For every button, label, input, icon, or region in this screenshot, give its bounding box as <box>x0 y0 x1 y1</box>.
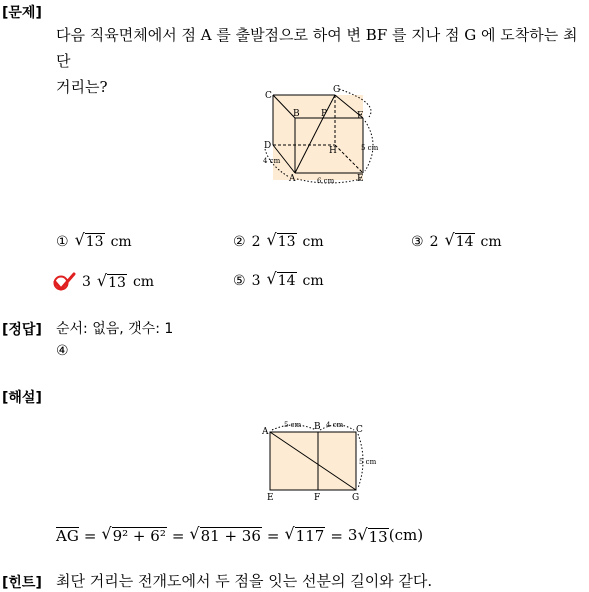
dim-right: 5 cm <box>361 144 379 152</box>
formula-eq-2: = <box>171 526 185 545</box>
option-2[interactable] <box>233 230 324 250</box>
net-label-E: E <box>267 493 274 503</box>
net-figure <box>258 418 388 504</box>
answer-meta: 순서: 없음, 갯수: 1 <box>56 321 174 337</box>
label-G: G <box>333 85 341 95</box>
answer-label: [정답] <box>2 322 42 338</box>
problem-label: [문제] <box>2 5 42 21</box>
label-D: D <box>264 141 272 151</box>
net-label-B: B <box>314 422 321 432</box>
label-E: E <box>357 174 364 184</box>
label-H: H <box>329 146 337 156</box>
option-1-number: ① <box>56 233 69 250</box>
option-1[interactable] <box>56 230 132 250</box>
net-dim-top-right: 4 cm <box>326 421 344 429</box>
option-5-sqrt: √ 14 <box>266 269 296 289</box>
option-4-sqrt: √ 13 <box>96 270 126 291</box>
net-label-G: G <box>352 493 360 503</box>
formula-sqrt-2: √ 81 + 36 <box>189 524 261 545</box>
dim-left: 4 cm <box>263 157 281 165</box>
option-1-sqrt: √ 13 <box>74 230 104 250</box>
explanation-label: [해설] <box>2 390 42 406</box>
formula-eq-3: = <box>266 526 280 545</box>
net-label-C: C <box>356 425 363 435</box>
solution-formula <box>56 526 423 545</box>
label-F: F <box>357 111 364 121</box>
option-4[interactable] <box>52 272 154 292</box>
option-2-unit: cm <box>302 233 324 250</box>
question-line-2: 거리는? <box>56 78 108 96</box>
option-3-number: ③ <box>411 233 424 250</box>
option-5[interactable] <box>233 269 324 289</box>
label-A: A <box>289 174 296 184</box>
formula-lhs: AG <box>56 527 79 545</box>
option-5-unit: cm <box>302 272 324 289</box>
option-3[interactable] <box>411 230 502 250</box>
label-P: P <box>321 109 328 119</box>
question-line-1: 다음 직육면체에서 점 A 를 출발점으로 하여 변 BF 를 지나 점 G 에 도착하는 최단 <box>56 26 578 70</box>
hint-label: [힌트] <box>2 575 42 591</box>
option-4-coef: 3 <box>82 274 91 290</box>
option-3-unit: cm <box>480 233 502 250</box>
formula-coef: 3 <box>347 526 358 544</box>
label-C: C <box>265 91 272 101</box>
option-1-unit: cm <box>110 233 132 250</box>
option-2-number: ② <box>233 233 246 250</box>
net-label-A: A <box>262 427 269 437</box>
formula-eq-1: = <box>83 526 97 545</box>
cuboid-figure <box>255 83 385 188</box>
net-dim-top-left: 5 cm <box>284 421 302 429</box>
answer-value: ④ <box>56 343 69 359</box>
formula-sqrt-4: √ 13 <box>357 525 388 546</box>
formula-sqrt-3: √ 117 <box>284 524 325 545</box>
formula-eq-4: = <box>330 526 343 545</box>
option-4-unit: cm <box>132 274 155 290</box>
option-5-coef: 3 <box>251 272 261 289</box>
hint-text: 최단 거리는 전개도에서 두 점을 잇는 선분의 길이와 같다. <box>56 572 433 590</box>
formula-sqrt-1: √ 9² + 6² <box>101 524 166 545</box>
option-5-number: ⑤ <box>233 272 246 289</box>
option-2-sqrt: √ 13 <box>266 230 296 250</box>
option-3-coef: 2 <box>429 233 439 250</box>
formula-unit: (cm) <box>388 526 424 544</box>
net-label-F: F <box>314 493 321 503</box>
label-B: B <box>293 109 300 119</box>
option-2-coef: 2 <box>251 233 261 250</box>
net-dim-right: 5 cm <box>359 458 377 466</box>
cuboid-face <box>273 95 363 180</box>
dim-bottom: 6 cm <box>317 177 335 185</box>
option-3-sqrt: √ 14 <box>444 230 474 250</box>
checkmark-icon <box>52 272 76 292</box>
